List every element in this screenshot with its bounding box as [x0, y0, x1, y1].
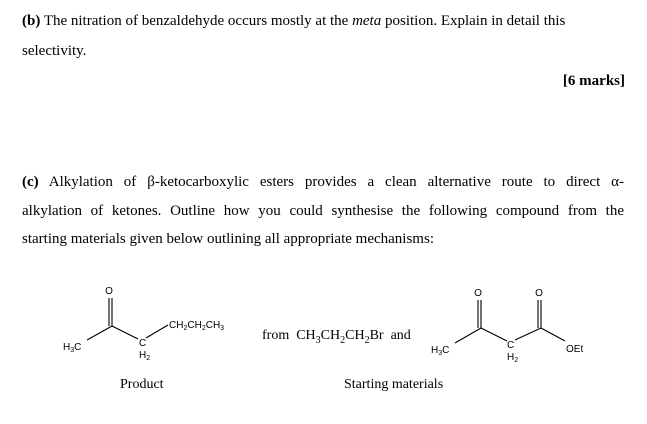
- part-c-label: (c): [22, 174, 39, 190]
- sm-h2-label: $H_2$: [507, 352, 519, 364]
- sm-oxygen-1-label: O: [474, 288, 482, 299]
- part-b-text-1b: position. Explain in detail this: [381, 13, 566, 29]
- sm-oxygen-2-label: O: [535, 288, 543, 299]
- part-b-label: (b): [22, 13, 41, 29]
- product-h2-label: $H_2$: [139, 350, 151, 362]
- product-methyl-label: $H_3C$: [63, 342, 82, 354]
- part-b-text-1a: The nitration of benzaldehyde occurs mostly at the: [40, 13, 353, 29]
- product-bond-methyl: [87, 326, 112, 340]
- starting-materials-caption: Starting materials: [344, 377, 444, 392]
- reagent-formula: $CH_3CH_2CH_2Br$: [296, 328, 384, 346]
- sm-bond-ester-c: [515, 328, 541, 340]
- part-c-text-1: Alkylation of β-ketocarboxylic esters provides a clean alternative route to direct α-: [38, 174, 624, 190]
- product-oxygen-label: O: [105, 286, 113, 297]
- part-b-marks: [6 marks]: [562, 73, 625, 89]
- sm-c-label: C: [507, 340, 515, 351]
- part-c-line-1-text: [22, 172, 624, 192]
- starting-material-structure: [425, 278, 625, 373]
- part-c-line-2: [22, 201, 624, 221]
- product-caption: Product: [120, 377, 164, 392]
- sm-bond-ch2: [481, 328, 507, 341]
- part-b-line-2: selectivity.: [22, 43, 87, 59]
- part-c-line-3: starting materials given below outlining all appropriate mechanisms:: [22, 231, 434, 247]
- part-b-line-1: [22, 11, 565, 31]
- part-c-line-2-text: alkylation of ketones. Outline how you could synthesise the following compound from the: [22, 203, 624, 219]
- product-bond-ch2: [112, 326, 138, 339]
- sm-bond-methyl: [455, 328, 481, 343]
- from-word: from: [262, 328, 290, 343]
- product-c-label: C: [139, 338, 147, 349]
- sm-oet-label: OEt: [566, 344, 584, 355]
- and-word: and: [390, 328, 411, 343]
- sm-bond-oet: [541, 328, 565, 341]
- from-text: [262, 328, 411, 346]
- sm-methyl-label: $H_3C$: [431, 345, 450, 357]
- part-b-meta-word: meta: [352, 13, 382, 29]
- product-chain-label: $CH_2CH_2CH_3$: [169, 320, 225, 332]
- product-structure: [55, 278, 255, 373]
- part-c-line-1: [22, 172, 624, 192]
- product-bond-chain: [146, 325, 168, 338]
